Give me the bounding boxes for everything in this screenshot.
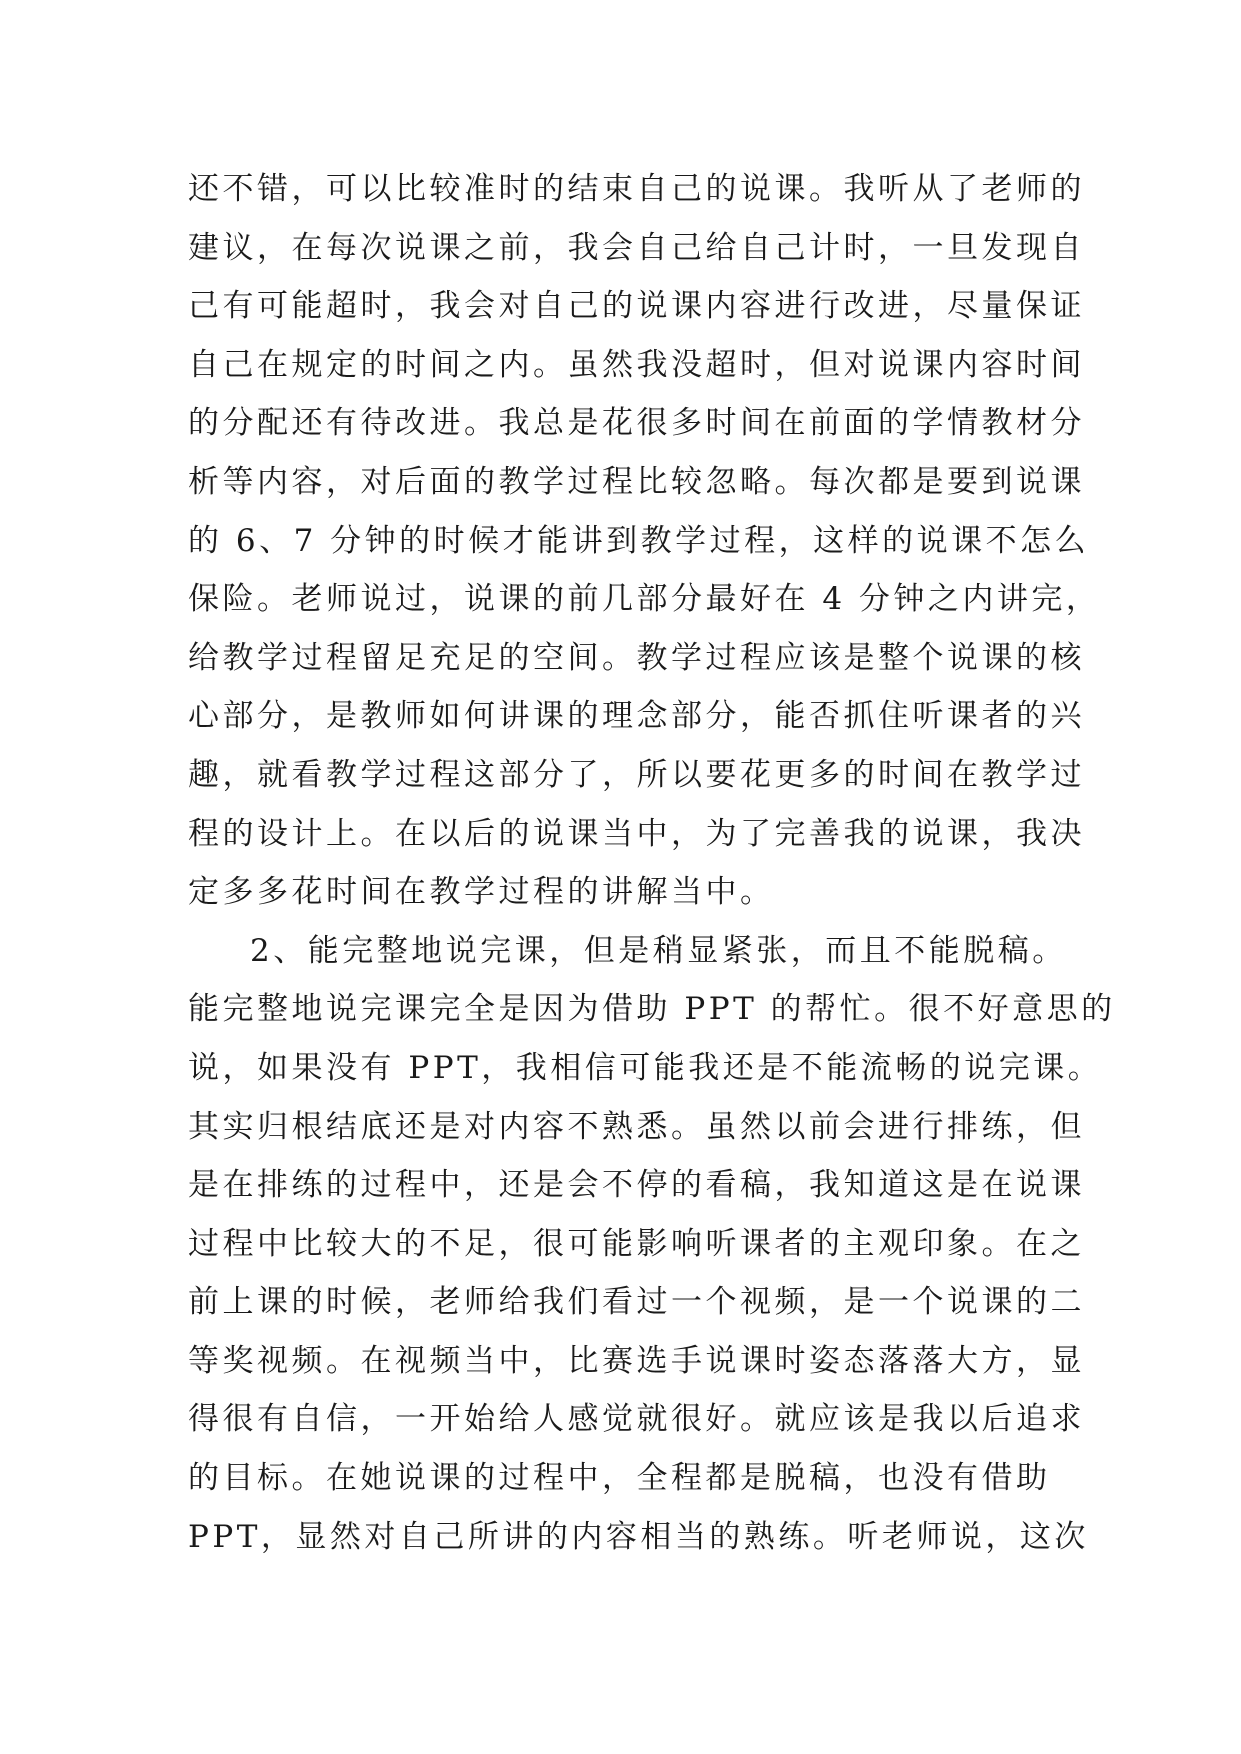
text-line: 自己在规定的时间之内。虽然我没超时，但对说课内容时间 xyxy=(188,346,1085,383)
text-line: 能完整地说完课完全是因为借助 PPT 的帮忙。很不好意思的 xyxy=(188,991,1116,1028)
text-line: 的目标。在她说课的过程中，全程都是脱稿，也没有借助 xyxy=(188,1460,1051,1497)
text-line: 过程中比较大的不足，很可能影响听课者的主观印象。在之 xyxy=(188,1225,1085,1262)
text-line: 的分配还有待改进。我总是花很多时间在前面的学情教材分 xyxy=(188,405,1085,442)
body-text xyxy=(188,160,1116,1566)
text-line: PPT，显然对自己所讲的内容相当的熟练。听老师说，这次 xyxy=(188,1518,1089,1555)
text-line: 等奖视频。在视频当中，比赛选手说课时姿态落落大方，显 xyxy=(188,1342,1085,1379)
text-line: 的 6、7 分钟的时候才能讲到教学过程，这样的说课不怎么 xyxy=(188,522,1090,559)
text-line: 析等内容，对后面的教学过程比较忽略。每次都是要到说课 xyxy=(188,463,1085,500)
text-line: 说，如果没有 PPT，我相信可能我还是不能流畅的说完课。 xyxy=(188,1049,1103,1086)
text-line: 前上课的时候，老师给我们看过一个视频，是一个说课的二 xyxy=(188,1284,1085,1321)
text-line: 趣，就看教学过程这部分了，所以要花更多的时间在教学过 xyxy=(188,756,1085,793)
text-line: 得很有自信，一开始给人感觉就很好。就应该是我以后追求 xyxy=(188,1401,1085,1438)
text-line: 是在排练的过程中，还是会不停的看稿，我知道这是在说课 xyxy=(188,1167,1085,1204)
text-line: 定多多花时间在教学过程的讲解当中。 xyxy=(188,874,775,911)
text-line: 还不错，可以比较准时的结束自己的说课。我听从了老师的 xyxy=(188,171,1085,207)
text-line: 其实归根结底还是对内容不熟悉。虽然以前会进行排练，但 xyxy=(188,1108,1085,1145)
text-line: 保险。老师说过，说课的前几部分最好在 4 分钟之内讲完， xyxy=(188,581,1101,618)
text-line: 程的设计上。在以后的说课当中，为了完善我的说课，我决 xyxy=(188,815,1085,852)
text-line: 建议，在每次说课之前，我会自己给自己计时，一旦发现自 xyxy=(188,229,1085,266)
paragraph-start-line: 2、能完整地说完课，但是稍显紧张，而且不能脱稿。 xyxy=(250,932,1067,969)
text-line: 己有可能超时，我会对自己的说课内容进行改进，尽量保证 xyxy=(188,288,1085,325)
text-line: 心部分，是教师如何讲课的理念部分，能否抓住听课者的兴 xyxy=(188,698,1085,735)
text-line: 给教学过程留足充足的空间。教学过程应该是整个说课的核 xyxy=(188,639,1085,676)
